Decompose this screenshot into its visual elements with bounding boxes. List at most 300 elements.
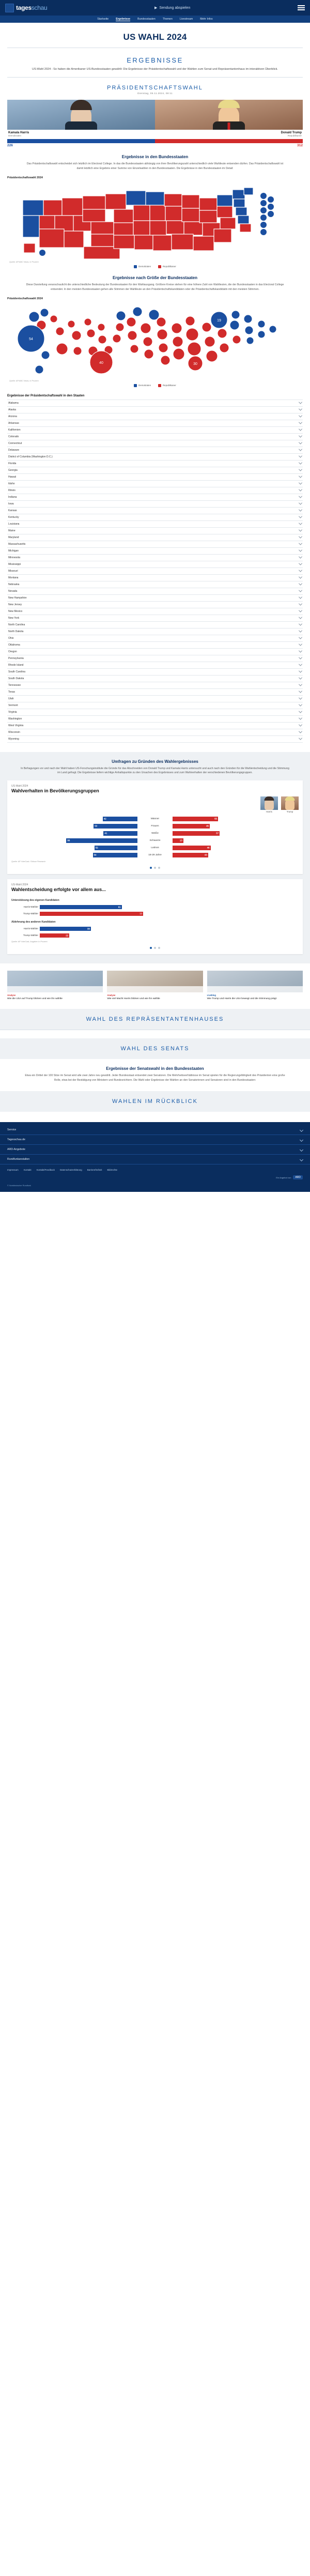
chart2-row-label: Trump-Wähler xyxy=(23,912,38,915)
electoral-votes-trump: 312 xyxy=(297,144,303,148)
chart1-candidate-trump xyxy=(281,796,299,813)
candidate-photo-harris xyxy=(7,100,155,130)
svg-text:30: 30 xyxy=(193,362,197,366)
logo-text-light: schau xyxy=(31,4,48,11)
state-label: Texas xyxy=(8,690,16,694)
chart1-trump-bar xyxy=(173,853,208,857)
electoral-bar-dem xyxy=(7,139,155,143)
chart1-category-label: Latinos xyxy=(151,846,159,849)
state-label: New York xyxy=(8,616,20,620)
play-stream-label: Sendung abspielen xyxy=(159,6,191,10)
chevron-down-icon xyxy=(299,616,302,619)
state-label: Iowa xyxy=(8,502,14,505)
state-row[interactable] xyxy=(7,622,303,628)
map-section-label: Präsidentschaftswahl 2024 xyxy=(7,176,43,179)
state-row[interactable] xyxy=(7,676,303,682)
state-row[interactable] xyxy=(7,729,303,736)
teaser-1-text: Wie die USA auf Trump blicken und wie ihn wählte xyxy=(7,998,63,1001)
state-row[interactable] xyxy=(7,474,303,481)
state-label: Alabama xyxy=(8,401,19,405)
chart2-source: Quelle: AP VoteCast, Angaben in Prozent xyxy=(11,941,48,943)
play-stream-button[interactable] xyxy=(154,6,190,10)
bubble-section-label: Präsidentschaftswahl 2024 xyxy=(7,297,43,300)
chevron-down-icon xyxy=(299,609,302,612)
legend-swatch-rep xyxy=(158,265,161,268)
state-row[interactable] xyxy=(7,655,303,662)
chart1-harris-value: 42 xyxy=(103,817,106,820)
logo-text-main: tages xyxy=(16,4,32,11)
results-heading: ERGEBNISSE xyxy=(127,56,183,64)
state-label: Illinois xyxy=(8,488,16,492)
page-title: US WAHL 2024 xyxy=(123,32,187,42)
state-label: Florida xyxy=(8,462,17,465)
state-label: New Hampshire xyxy=(8,596,27,600)
chart2-row xyxy=(11,903,299,910)
chart2-bar xyxy=(40,927,91,931)
state-label: Arizona xyxy=(8,415,17,418)
state-row[interactable] xyxy=(7,628,303,635)
state-label: Arkansas xyxy=(8,421,19,425)
main-nav xyxy=(0,16,310,23)
chart1-harris-value: 86 xyxy=(67,839,70,842)
chart2-title: Wahlentscheidung erfolgte vor allem aus... xyxy=(11,887,106,893)
chevron-down-icon xyxy=(299,656,302,660)
state-label: Kalifornien xyxy=(8,428,21,432)
chart1-legend-trump: Trump xyxy=(286,810,293,814)
chart1-candidate-heads xyxy=(11,796,299,815)
chevron-down-icon xyxy=(299,515,302,518)
bubble-source: Quelle: AP/ABC News, in Prozent xyxy=(9,379,39,382)
state-row[interactable] xyxy=(7,501,303,508)
teaser-1[interactable] xyxy=(7,971,103,1001)
state-label: Virginia xyxy=(8,710,17,714)
state-label: Indiana xyxy=(8,495,17,499)
candidate-photo-trump xyxy=(155,100,303,130)
survey-heading: Umfragen zu Gründen des Wahlergebnisses xyxy=(112,759,198,764)
chevron-down-icon xyxy=(299,602,302,606)
chart2-bar xyxy=(40,933,69,938)
chevron-down-icon xyxy=(299,434,302,438)
footer-section-row[interactable] xyxy=(0,1125,310,1135)
chevron-down-icon xyxy=(299,535,302,539)
carousel-dot-3[interactable] xyxy=(158,867,160,869)
chart1-category-label: 18-29 Jahre xyxy=(148,853,162,856)
legend-swatch-dem xyxy=(134,265,137,268)
nav-item-mehr-infos[interactable]: Mehr Infos xyxy=(200,18,213,21)
chart2-source-row xyxy=(11,939,299,943)
teaser-row xyxy=(0,963,310,1001)
chart1-trump-bar xyxy=(173,838,183,843)
chart1-row xyxy=(11,837,299,844)
chevron-down-icon xyxy=(299,562,302,565)
chart1-trump-value: 45 xyxy=(206,824,209,827)
footer-link[interactable]: Bildrechte xyxy=(107,1169,118,1172)
chevron-down-icon xyxy=(299,696,302,700)
chevron-down-icon xyxy=(300,1128,303,1132)
chart1-harris-bar xyxy=(66,838,137,843)
chevron-down-icon xyxy=(299,595,302,599)
teaser-3-image xyxy=(207,971,303,992)
chart1-category-label: Schwarze xyxy=(149,839,161,842)
state-row[interactable] xyxy=(7,528,303,534)
state-row[interactable] xyxy=(7,649,303,655)
chart1-trump-cell xyxy=(173,824,299,829)
state-row[interactable] xyxy=(7,642,303,649)
chevron-down-icon xyxy=(299,683,302,686)
electoral-bar xyxy=(0,137,310,143)
chart1-row xyxy=(11,851,299,858)
top-bar xyxy=(0,0,310,16)
state-row[interactable] xyxy=(7,487,303,494)
state-row[interactable] xyxy=(7,682,303,689)
chart1-trump-bar xyxy=(173,817,218,821)
logo-mark-icon xyxy=(5,4,14,12)
logo-text xyxy=(16,4,47,11)
chart1-category-label: Frauen xyxy=(151,824,159,827)
chart1-source: Quelle: AP VoteCast / Edison Research xyxy=(11,861,46,863)
electoral-bubble-map[interactable] xyxy=(7,301,303,379)
chart2-bar-value: 77 xyxy=(140,912,143,915)
state-row[interactable] xyxy=(7,541,303,548)
chevron-down-icon xyxy=(299,669,302,673)
state-row[interactable] xyxy=(7,494,303,501)
bubble-legend-label-dem: Demokraten xyxy=(138,384,151,387)
band-senate[interactable]: WAHL DES SENATS xyxy=(0,1038,310,1059)
chevron-down-icon xyxy=(299,427,302,431)
state-row[interactable] xyxy=(7,561,303,568)
chart1-kicker: US-Wahl 2024 xyxy=(11,785,28,788)
chart2-carousel-dots[interactable] xyxy=(11,943,299,949)
electoral-votes-harris: 226 xyxy=(7,144,13,148)
chevron-down-icon xyxy=(299,474,302,478)
state-label: Minnesota xyxy=(8,556,21,559)
chevron-down-icon xyxy=(299,495,302,498)
chart1-trump-cell xyxy=(173,817,299,821)
state-row[interactable] xyxy=(7,588,303,595)
chevron-down-icon xyxy=(299,737,302,740)
chart1-harris-cell xyxy=(11,838,137,843)
chevron-down-icon xyxy=(299,642,302,646)
footer-section-label: ARD-Angebote xyxy=(7,1148,25,1152)
bubble-section-text: Diese Darstellung veranschaulicht die unterschiedliche Bedeutung der Bundesstaaten für den Wahlausgang. Größere Kreise stehen für eine höhere Zahl von Wahlleuten, die der Bundesstaaten in das Electoral College entsendet. In den meisten Bundesstaaten gehen alle Stimmen der Wahlleute an den Präsidentschaftskandidaten oder die Präsidentschaftskandidatin mit den meisten Stimmen. xyxy=(26,283,284,291)
chevron-down-icon xyxy=(299,441,302,444)
senate-title: Ergebnisse der Senatswahl in den Bundesstaaten xyxy=(106,1066,204,1071)
map-legend xyxy=(7,263,303,268)
chevron-down-icon xyxy=(299,575,302,579)
footer-section-row[interactable] xyxy=(0,1135,310,1145)
chart1-row xyxy=(11,815,299,822)
state-label: West Virginia xyxy=(8,724,24,727)
teaser-3[interactable] xyxy=(207,971,303,1001)
chart2-bar xyxy=(40,905,122,909)
state-row[interactable] xyxy=(7,407,303,413)
map-section xyxy=(0,147,310,268)
chart1-trump-bar xyxy=(173,846,211,850)
state-row[interactable] xyxy=(7,447,303,454)
chevron-down-icon xyxy=(299,582,302,586)
chevron-down-icon xyxy=(299,710,302,713)
chevron-down-icon xyxy=(299,401,302,404)
carousel2-dot-3[interactable] xyxy=(158,947,160,949)
chart2-track xyxy=(40,927,299,931)
chart2-track xyxy=(40,912,299,916)
state-row[interactable] xyxy=(7,420,303,427)
state-row[interactable] xyxy=(7,555,303,561)
state-row[interactable] xyxy=(7,723,303,729)
state-label: Ohio xyxy=(8,636,14,640)
footer xyxy=(0,1122,310,1192)
state-label: Michigan xyxy=(8,549,19,553)
map-source: Quelle: AP/ABC News, in Prozent xyxy=(9,260,39,263)
state-label: Alaska xyxy=(8,408,17,411)
state-label: Hawaii xyxy=(8,475,17,479)
state-row[interactable] xyxy=(7,581,303,588)
chart2-row-label: Harris-Wähler xyxy=(23,927,38,930)
chevron-down-icon xyxy=(299,528,302,532)
state-row[interactable] xyxy=(7,548,303,555)
candidate-harris xyxy=(7,100,155,137)
nav-item-themen[interactable]: Themen xyxy=(162,18,173,21)
chart1-trump-value: 13 xyxy=(179,839,182,842)
state-row[interactable] xyxy=(7,481,303,487)
chevron-down-icon xyxy=(299,716,302,720)
chart2-bar xyxy=(40,912,143,916)
state-row[interactable] xyxy=(7,608,303,615)
state-row[interactable] xyxy=(7,400,303,407)
state-row[interactable] xyxy=(7,568,303,575)
state-row[interactable] xyxy=(7,413,303,420)
state-row[interactable] xyxy=(7,434,303,440)
state-label: Tennessee xyxy=(8,683,21,687)
chart-card-voting-groups xyxy=(7,780,303,874)
footer-section-row[interactable] xyxy=(0,1145,310,1155)
teaser-1-image xyxy=(7,971,103,992)
map-section-text: Das Präsidentschaftswahl entscheidet sich letztlich im Electoral College. In das die Bundesstaaten abhängig von ihrer Bevölkerungszahl unterschiedlich viele Wahlleute entsenden dürfen. Das Präsidentschaftswahl ist damit letztlich eine Ergebnis einer Summe von Einzelwahlen in den Bundesstaaten. Die Ergebnisse in den Bundesstaaten im Detail: xyxy=(26,162,284,171)
state-label: Idaho xyxy=(8,482,15,485)
nav-item-livestream[interactable]: Livestream xyxy=(179,18,193,21)
carousel2-dot-1[interactable] xyxy=(150,947,152,949)
footer-brand-ard: ARD xyxy=(293,1175,303,1179)
carousel-dot-2[interactable] xyxy=(154,867,156,869)
state-label: Pennsylvania xyxy=(8,656,24,660)
nav-item-ergebnisse[interactable]: Ergebnisse xyxy=(116,17,131,21)
state-label: Utah xyxy=(8,697,14,700)
svg-text:54: 54 xyxy=(29,337,33,341)
state-label: Maryland xyxy=(8,535,19,539)
map-section-title: Ergebnisse in den Bundesstaaten xyxy=(121,155,189,160)
chevron-down-icon xyxy=(299,730,302,733)
state-label: Wyoming xyxy=(8,737,19,741)
chevron-down-icon xyxy=(299,407,302,411)
legend-label-dem: Demokraten xyxy=(138,265,151,268)
state-row[interactable] xyxy=(7,534,303,541)
state-row[interactable] xyxy=(7,669,303,676)
state-row[interactable] xyxy=(7,454,303,461)
survey-text: In Befragungen vor und nach der Wahl haben US-Forschungsinstitute die Gründe für das Abschneiden von Donald Trump und Kamala Harris untersucht und auch nach den Gründen für die Wahlentscheidung und die Stimmung im Land gefragt. Die Ergebnisse liefern wichtige Anhaltspunkte zu den Ursachen des Ergebnisses und zum Wahlverhalten der verschiedenen Bevölkerungsgruppen. xyxy=(21,766,289,775)
chart1-harris-bar xyxy=(103,817,137,821)
chevron-down-icon xyxy=(300,1158,303,1161)
state-row[interactable] xyxy=(7,427,303,434)
states-list-title: Ergebnisse der Präsidentschaftswahl in den Staaten xyxy=(7,394,85,397)
chart1-trump-value: 43 xyxy=(204,853,207,856)
electoral-map[interactable] xyxy=(7,182,303,260)
state-label: Oklahoma xyxy=(8,643,20,647)
carousel2-dot-2[interactable] xyxy=(154,947,156,949)
state-row[interactable] xyxy=(7,440,303,447)
footer-brand-note: Ein Angebot von xyxy=(276,1176,291,1179)
state-label: Connecticut xyxy=(8,441,22,445)
chart2-row-label: Harris-Wähler xyxy=(23,906,38,909)
teaser-3-kicker: Liveblog xyxy=(207,994,216,997)
chart1-trump-cell xyxy=(173,838,299,843)
teaser-2[interactable] xyxy=(107,971,203,1001)
chart1-trump-value: 57 xyxy=(216,832,219,835)
state-row[interactable] xyxy=(7,702,303,709)
chart1-harris-bar xyxy=(94,824,137,829)
chart2-row xyxy=(11,925,299,932)
legend-item-dem xyxy=(134,265,151,268)
state-row[interactable] xyxy=(7,689,303,696)
results-intro: US-Wahl 2024 - So haben die Amerikaner US-Bundesstaaten gewählt: Die Ergebnisse der Präsidentschaftswahl und der Wahlen zum Senat und Repräsentantenhaus im interaktiven Überblick. xyxy=(32,68,278,71)
chart2-kicker: US-Wahl 2024 xyxy=(11,883,28,887)
electoral-bar-rep xyxy=(155,139,303,143)
chevron-down-icon xyxy=(299,508,302,512)
chart1-row xyxy=(11,844,299,851)
chevron-down-icon xyxy=(300,1148,303,1152)
state-row[interactable] xyxy=(7,514,303,521)
state-label: Georgia xyxy=(8,468,18,472)
state-label: Vermont xyxy=(8,703,18,707)
state-row[interactable] xyxy=(7,467,303,474)
chart1-trump-cell xyxy=(173,831,299,836)
state-label: Mississippi xyxy=(8,562,21,566)
chart2-row xyxy=(11,910,299,917)
candidate-trump xyxy=(155,100,303,137)
state-label: Wisconsin xyxy=(8,730,20,734)
state-label: Kentucky xyxy=(8,515,19,519)
chart2-group-heading: Unterstützung des eigenen Kandidaten xyxy=(11,899,59,902)
state-row[interactable] xyxy=(7,508,303,514)
svg-text:40: 40 xyxy=(99,361,103,365)
band-overview[interactable]: WAHLEN IM RÜCKBLICK xyxy=(0,1091,310,1112)
chart1-harris-value: 54 xyxy=(94,853,97,856)
chart2-row-label: Trump-Wähler xyxy=(23,934,38,937)
chevron-down-icon xyxy=(299,589,302,592)
state-label: North Dakota xyxy=(8,630,24,633)
chevron-down-icon xyxy=(299,448,302,451)
menu-icon[interactable] xyxy=(298,5,305,10)
carousel-dot-1[interactable] xyxy=(150,867,152,869)
chart1-trump-value: 46 xyxy=(207,846,210,849)
chevron-down-icon xyxy=(299,488,302,492)
nav-item-bundesstaaten[interactable]: Bundesstaaten xyxy=(137,18,156,21)
chart2-bar-value: 22 xyxy=(66,934,69,937)
chart1-category-label: Weiße xyxy=(151,832,159,835)
electoral-map-svg xyxy=(7,182,303,260)
state-label: Massachusetts xyxy=(8,542,26,546)
chart1-harris-value: 53 xyxy=(95,824,98,827)
chart1-harris-bar xyxy=(95,846,137,850)
chart1-harris-value: 52 xyxy=(95,846,98,849)
state-row[interactable] xyxy=(7,602,303,608)
teaser-2-kicker: Analyse xyxy=(107,994,116,997)
presidential-date: Dienstag, 05.11.2024, 08:11 xyxy=(137,92,173,95)
state-label: North Carolina xyxy=(8,623,25,626)
chart2-group-heading: Ablehnung des anderen Kandidaten xyxy=(11,921,56,924)
state-row[interactable] xyxy=(7,635,303,642)
chart1-source-row xyxy=(11,858,299,863)
footer-section-label: Service xyxy=(7,1128,17,1132)
state-row[interactable] xyxy=(7,709,303,716)
bubble-legend-label-rep: Republikaner xyxy=(163,384,176,387)
chevron-down-icon xyxy=(299,663,302,666)
svg-text:19: 19 xyxy=(217,318,221,323)
state-row[interactable] xyxy=(7,461,303,467)
chevron-down-icon xyxy=(299,636,302,639)
nav-item-startseite[interactable]: Startseite xyxy=(97,18,109,21)
teaser-2-text: Wie viel Macht Harris blicken und wie ihn wählte xyxy=(107,998,160,1001)
state-row[interactable] xyxy=(7,615,303,622)
logo[interactable] xyxy=(5,4,47,12)
state-row[interactable] xyxy=(7,736,303,743)
chevron-down-icon xyxy=(299,454,302,458)
footer-links xyxy=(0,1164,310,1171)
state-label: New Mexico xyxy=(8,609,23,613)
play-icon: ▶ xyxy=(154,6,158,10)
legend-item-rep xyxy=(158,265,176,268)
state-row[interactable] xyxy=(7,716,303,723)
band-house[interactable]: WAHL DES REPRÄSENTANTENHAUSES xyxy=(0,1009,310,1030)
state-label: Nebraska xyxy=(8,582,20,586)
chart2-bar-value: 61 xyxy=(118,906,121,909)
state-label: South Carolina xyxy=(8,670,26,673)
teaser-3-text: Wie Trump und Harris die USA bewegt und die Stimmung prägt xyxy=(207,998,277,1001)
bubble-legend-item-dem xyxy=(134,384,151,387)
footer-link[interactable]: Datenschutzerklärung xyxy=(60,1169,82,1172)
chart1-carousel-dots[interactable] xyxy=(11,863,299,869)
chart1-trump-value: 55 xyxy=(214,817,217,820)
bubble-section-title: Ergebnisse nach Größe der Bundesstaaten xyxy=(112,275,198,280)
chevron-down-icon xyxy=(300,1138,303,1142)
chart2-track xyxy=(40,933,299,938)
chart1-trump-bar xyxy=(173,831,220,836)
state-row[interactable] xyxy=(7,696,303,702)
footer-link[interactable]: Kontakt/Feedback xyxy=(36,1169,55,1172)
chart1-legend-harris: Harris xyxy=(266,810,272,814)
footer-link[interactable]: Kontakt xyxy=(23,1169,32,1172)
chart1-harris-cell xyxy=(11,824,137,829)
chevron-down-icon xyxy=(299,629,302,633)
footer-section-label: Tagesschau.de xyxy=(7,1138,25,1142)
chevron-down-icon xyxy=(299,548,302,552)
state-row[interactable] xyxy=(7,595,303,602)
teaser-2-image xyxy=(107,971,203,992)
footer-link[interactable]: Barrierefreiheit xyxy=(87,1169,102,1172)
chevron-down-icon xyxy=(299,622,302,626)
footer-section-row[interactable] xyxy=(0,1155,310,1164)
candidate-party-harris: Demokraten xyxy=(8,134,22,137)
state-row[interactable] xyxy=(7,662,303,669)
chevron-down-icon xyxy=(299,703,302,707)
state-label: Maine xyxy=(8,529,16,532)
state-label: New Jersey xyxy=(8,603,22,606)
footer-link[interactable]: Impressum xyxy=(7,1169,19,1172)
chevron-down-icon xyxy=(299,569,302,572)
legend-label-rep: Republikaner xyxy=(163,265,176,268)
presidential-heading: PRÄSIDENTSCHAFTSWAHL xyxy=(107,85,203,91)
state-row[interactable] xyxy=(7,575,303,581)
state-row[interactable] xyxy=(7,521,303,528)
